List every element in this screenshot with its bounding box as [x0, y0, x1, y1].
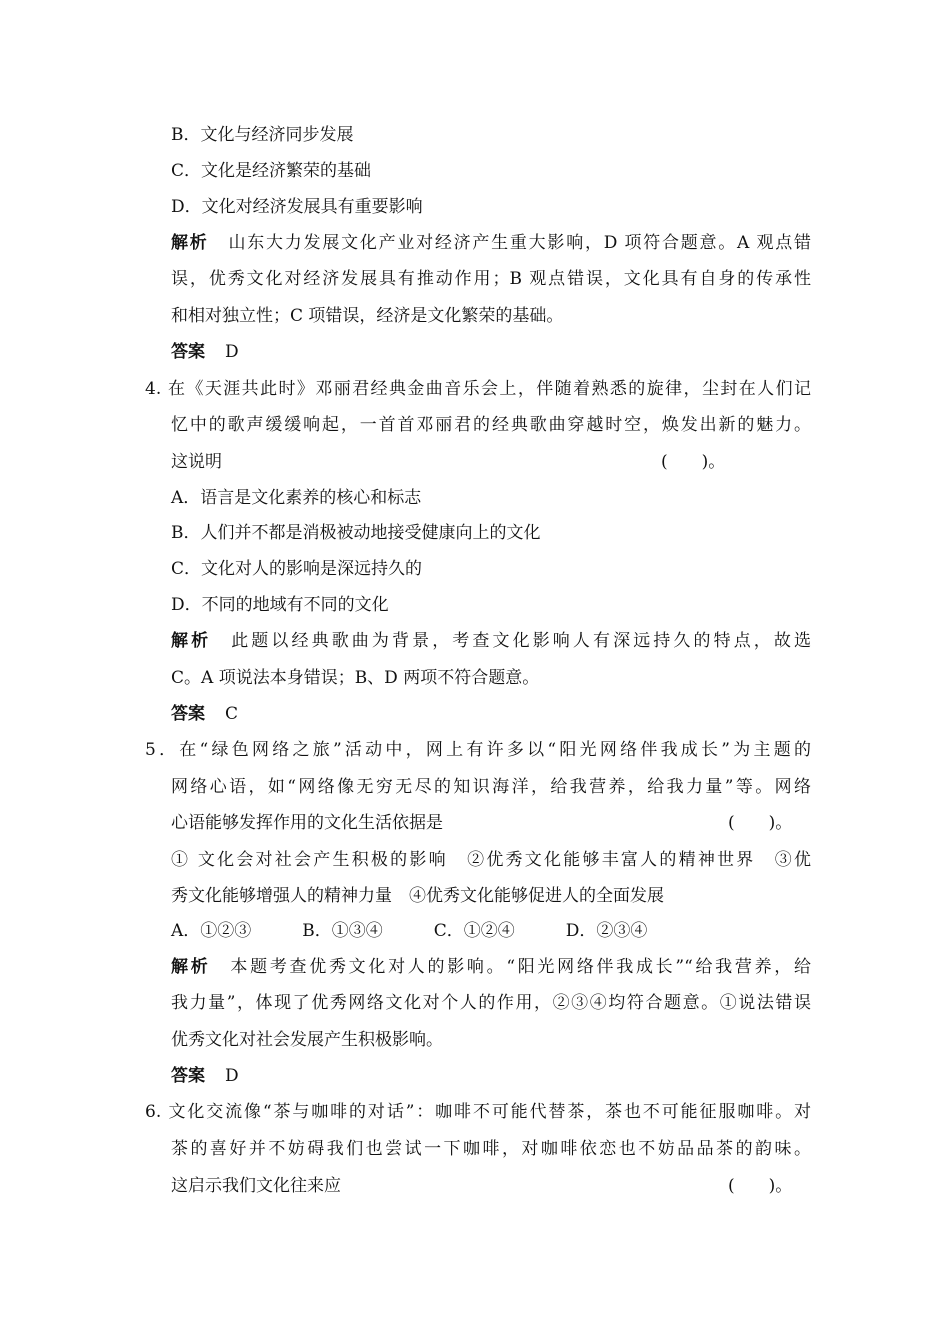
q6-stem-line-2: 茶的喜好并不妨碍我们也尝试一下咖啡，对咖啡依恋也不妨品品茶的韵味。	[171, 1139, 811, 1159]
q5-answer-label: 答案	[171, 1066, 205, 1086]
q3-answer-value: D	[225, 342, 239, 362]
q3-option-c: C．文化是经济繁荣的基础	[171, 161, 372, 181]
q4-option-d: D．不同的地域有不同的文化	[171, 595, 389, 615]
q3-option-b: B．文化与经济同步发展	[171, 125, 354, 145]
q5-stem-line-2: 网络心语，如“网络像无穷无尽的知识海洋，给我营养，给我力量”等。网络	[171, 777, 811, 797]
q5-answer	[171, 1065, 811, 1087]
q6-stem-line-1: 6. 文化交流像“茶与咖啡的对话”：咖啡不可能代替茶，茶也不可能征服咖啡。对	[145, 1102, 811, 1122]
q6-stem-line-3: 这启示我们文化往来应	[171, 1176, 341, 1196]
q3-answer-label: 答案	[171, 342, 205, 362]
q4-stem-text-3: 这说明	[171, 452, 222, 472]
q3-answer	[171, 341, 811, 363]
q5-options: A．①②③ B．①③④ C．①②④ D．②③④	[171, 921, 648, 941]
q4-answer	[171, 703, 811, 725]
q5-analysis-line-1	[171, 956, 811, 978]
q5-items-line-1: ① 文化会对社会产生积极的影响 ②优秀文化能够丰富人的精神世界 ③优	[171, 850, 811, 870]
q3-analysis-label: 解析	[171, 233, 209, 253]
q4-stem-line-1: 4. 在《天涯共此时》邓丽君经典金曲音乐会上，伴随着熟悉的旋律，尘封在人们记	[145, 379, 811, 399]
q4-answer-blank: ( )。	[661, 452, 726, 472]
q5-stem-line-3: 心语能够发挥作用的文化生活依据是	[171, 813, 443, 833]
q3-analysis-line-2: 误，优秀文化对经济发展具有推动作用；B 观点错误，文化具有自身的传承性	[171, 269, 811, 289]
q5-analysis-label: 解析	[171, 957, 211, 977]
q5-stem-line-1: 5．在“绿色网络之旅”活动中，网上有许多以“阳光网络伴我成长”为主题的	[145, 740, 811, 760]
q4-stem-line-2: 忆中的歌声缓缓响起，一首首邓丽君的经典歌曲穿越时空，焕发出新的魅力。	[171, 415, 811, 435]
q5-analysis-line-3: 优秀文化对社会发展产生积极影响。	[171, 1030, 443, 1050]
q4-analysis-line-2: C。A 项说法本身错误；B、D 两项不符合题意。	[171, 668, 540, 688]
q3-analysis-line-3: 和相对独立性；C 项错误，经济是文化繁荣的基础。	[171, 306, 564, 326]
q5-items-line-2: 秀文化能够增强人的精神力量 ④优秀文化能够促进人的全面发展	[171, 886, 664, 906]
q3-analysis-text-1: 山东大力发展文化产业对经济产生重大影响，D 项符合题意。A 观点错	[228, 233, 812, 253]
q4-answer-value: C	[225, 704, 239, 724]
q5-answer-blank: ( )。	[728, 813, 793, 833]
q4-answer-label: 答案	[171, 704, 205, 724]
q5-analysis-line-2: 我力量”，体现了优秀网络文化对个人的作用，②③④均符合题意。①说法错误	[171, 993, 811, 1013]
q4-analysis-text-1: 此题以经典歌曲为背景，考查文化影响人有深远持久的特点，故选	[231, 631, 812, 651]
q4-analysis-label: 解析	[171, 631, 212, 651]
q4-option-a: A．语言是文化素养的核心和标志	[171, 488, 422, 508]
q4-analysis-line-1	[171, 630, 811, 652]
q5-answer-value: D	[225, 1066, 239, 1086]
q3-analysis-line-1	[171, 232, 811, 254]
q4-option-b: B．人们并不都是消极被动地接受健康向上的文化	[171, 523, 541, 543]
q4-option-c: C．文化对人的影响是深远持久的	[171, 559, 423, 579]
q3-option-d: D．文化对经济发展具有重要影响	[171, 197, 423, 217]
q6-answer-blank: ( )。	[728, 1176, 793, 1196]
q5-analysis-text-1: 本题考查优秀文化对人的影响。“阳光网络伴我成长”“给我营养，给	[230, 957, 812, 977]
